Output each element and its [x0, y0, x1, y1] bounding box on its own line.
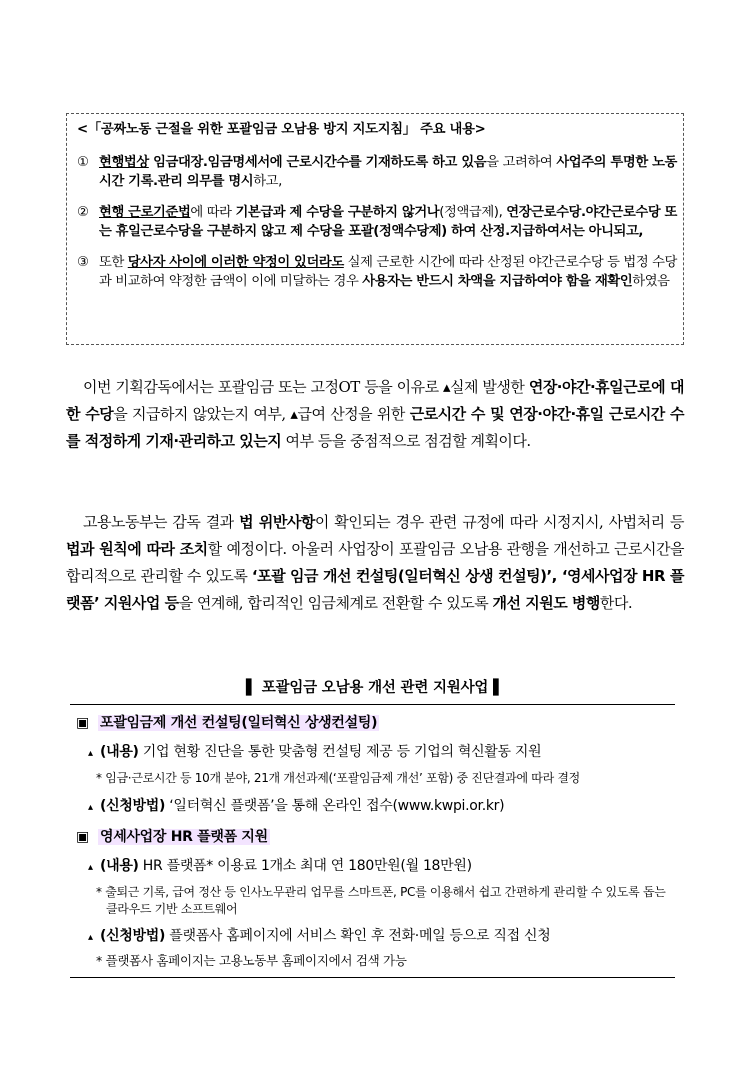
text-span: (정액급제), [439, 205, 507, 220]
text-span: 여부 등을 중점적으로 점검할 계획이다. [281, 432, 531, 450]
text-span: 기본급과 제 수당을 구분하지 않거나 [235, 205, 440, 220]
text-span: 하고, [253, 174, 282, 189]
text-span: 현행 근로기준법 [99, 205, 191, 220]
text-span: 현행법상 [99, 155, 149, 170]
support-item-hr-platform [76, 826, 676, 969]
support-item-consulting [76, 712, 676, 819]
list-item [76, 741, 676, 765]
text-span: 근로시간 수 및 연장·야간·휴일 근로시간 수를 적정하게 기재·관리하고 있는지 [66, 405, 685, 450]
text-span: 사용자는 반드시 차액을 지급하여야 함을 재확인 [362, 274, 633, 289]
heading-text: 포괄임금제 개선 컨설팅(일터혁신 상생컨설팅) [100, 715, 378, 731]
box-item-1 [77, 153, 677, 191]
list-item [76, 925, 676, 949]
text-span: 이 확인되는 경우 관련 규정에 따라 시정지시, 사법처리 등 [314, 513, 684, 531]
footnote: * 플랫폼사 홈페이지는 고용노동부 홈페이지에서 검색 가능 [96, 953, 407, 968]
label: (신청방법) [100, 798, 166, 814]
support-section-title: ▌ 포괄임금 오남용 개선 관련 지원사업 ▌ [245, 680, 505, 696]
footnote: * 임금·근로시간 등 10개 분야, 21개 개선과제(‘포괄임금제 개선’ 포함) 중 진단결과에 따라 결정 [96, 771, 580, 785]
guideline-summary-box [66, 113, 684, 345]
paragraph-enforcement-support [66, 509, 684, 617]
text-span: ‘포괄 임금 개선 컨설팅(일터혁신 상생 컨설팅)’, ‘영세사업장 HR 플랫폼’ 지원사업 등 [66, 567, 684, 612]
text-span: 할 예정이다. 아울러 사업장이 포괄임금 오남용 관행을 개선하고 근로시간을 합리적으로 관리할 수 있도록 [66, 540, 685, 585]
item-number: ① [77, 155, 89, 170]
box-title: <「공짜노동 근절을 위한 포괄임금 오남용 방지 지도지침」 주요 내용> [77, 122, 486, 137]
triangle-bullet-icon: ▴ [88, 862, 93, 873]
text-span: 을 지급하지 않았는지 여부, ▴급여 산정을 위한 [113, 405, 410, 423]
square-bullet-icon: ▣ [76, 829, 89, 845]
text-span: 임금대장.임금명세서에 근로시간수를 기재하도록 하고 있음 [148, 155, 487, 170]
box-item-2 [77, 203, 677, 241]
item-text [99, 203, 677, 241]
triangle-bullet-icon: ▴ [88, 932, 93, 943]
label: (내용) [100, 744, 139, 760]
text-span: 하였음 [632, 274, 670, 289]
item-number: ③ [77, 255, 89, 270]
box-item-3 [77, 253, 677, 291]
paragraph-inspection-plan [66, 374, 684, 455]
text-span: 당사자 사이에 이러한 약정이 있더라도 [127, 255, 344, 270]
text-span: 연장·야간·휴일근로에 대한 수당 [66, 378, 684, 423]
text-span: 법 위반사항 [239, 513, 315, 531]
text-span: ‘일터혁신 플랫폼’을 통해 온라인 접수(www.kwpi.or.kr) [165, 798, 505, 814]
label: (신청방법) [100, 928, 166, 944]
text-span: 개선 지원도 병행 [492, 594, 600, 612]
text-span: HR 플랫폼* 이용료 1개소 최대 연 180만원(월 18만원) [138, 858, 472, 874]
footnote: * 출퇴근 기록, 급여 정산 등 인사노무관리 업무를 스마트폰, PC를 이용해서 쉽고 간편하게 관리할 수 있도록 돕는 클라우드 기반 소프트웨어 [96, 885, 666, 916]
item-text [99, 153, 677, 191]
text-span: 또한 [99, 255, 128, 270]
text-span: 사업주의 투명한 노동시간 기록.관리 의무를 명시 [99, 155, 677, 189]
text-span: 연장근로수당.야간근로수당 또는 휴일근로수당을 구분하지 않고 제 수당을 포괄(정액수당제) 하여 산정.지급하여서는 아니되고, [99, 205, 678, 239]
divider-bottom [70, 977, 675, 978]
heading-text: 영세사업장 HR 플랫폼 지원 [100, 829, 268, 845]
text-span: 플랫폼사 홈페이지에 서비스 확인 후 전화·메일 등으로 직접 신청 [165, 928, 551, 944]
text-span: 법과 원칙에 따라 조치 [66, 540, 208, 558]
text-span: 을 연계해, 합리적인 임금체계로 전환할 수 있도록 [178, 594, 493, 612]
item-number: ② [77, 205, 89, 220]
list-item [76, 855, 676, 879]
item-text [99, 253, 677, 291]
text-span: 한다. [599, 594, 633, 612]
text-span: 이번 기획감독에서는 포괄임금 또는 고정OT 등을 이유로 ▴실제 발생한 [83, 378, 529, 396]
text-span: 실제 근로한 시간에 따라 산정된 야간근로수당 등 법정 수당과 비교하여 약정한 금액이 이에 미달하는 경우 [99, 255, 677, 289]
divider-top [70, 704, 675, 705]
square-bullet-icon: ▣ [76, 715, 89, 731]
text-span: 고용노동부는 감독 결과 [83, 513, 240, 531]
text-span: 에 따라 [190, 205, 236, 220]
triangle-bullet-icon: ▴ [88, 748, 93, 759]
text-span: 을 고려하여 [486, 155, 557, 170]
list-item [76, 795, 676, 819]
triangle-bullet-icon: ▴ [88, 802, 93, 813]
label: (내용) [100, 858, 139, 874]
support-heading [76, 712, 676, 734]
text-span: 기업 현황 진단을 통한 맞춤형 컨설팅 제공 등 기업의 혁신활동 지원 [138, 744, 542, 760]
support-heading [76, 826, 676, 848]
